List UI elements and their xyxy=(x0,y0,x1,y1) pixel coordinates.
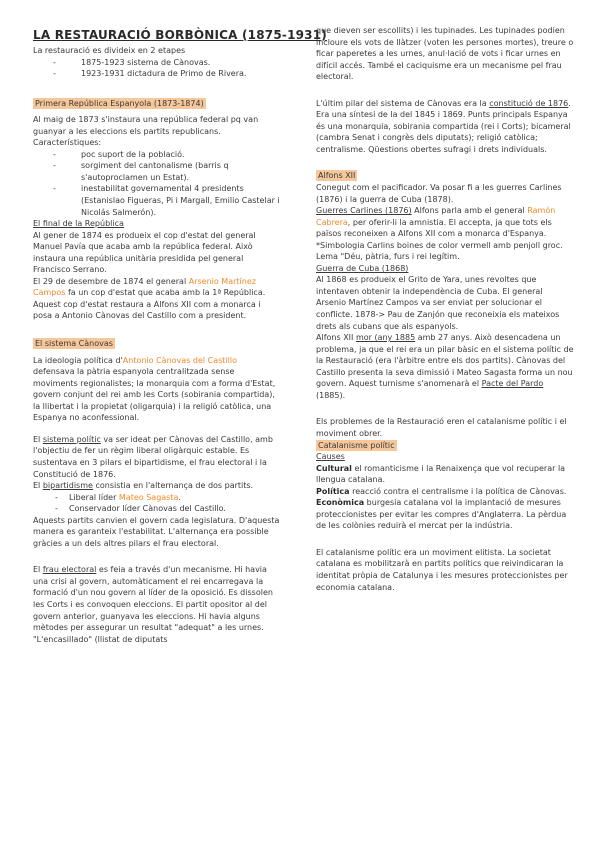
list-item: - 1923-1931 dictadura de Primo de Rivera. xyxy=(33,68,280,80)
list-item: - Liberal líder Mateo Sagasta. xyxy=(33,492,280,504)
alternanca-text: Aquests partits canvien el govern cada legislatura. D'aquesta manera es garanteix l'estabilitat. L'alternança era possible gràcies a un dels altres pilars el frau electoral. xyxy=(33,515,280,548)
list-item: - poc suport de la població. xyxy=(33,149,280,161)
simbologia-text: *Simbologia Carlins boines de color vermell amb penjoll groc. Lema "Déu, pàtria, furs i rei legítim. xyxy=(316,240,563,262)
final-text-1: Al gener de 1874 es produeix el cop d'estat del general Manuel Pavía que acaba amb la república federal. Això instaura una república unitària presidida pel general Francisco Serrano. xyxy=(33,230,256,275)
heading-catalanisme: Catalanisme polític xyxy=(318,440,395,450)
frau-text: El frau electoral es feia a través d'un mecanisme. Hi havia una crisi al govern, automàticament el rei encarregava la formació d'un nou govern al líder de la oposició. Es dissolen les Corts i es convoquen eleccions. El partit opositor al del govern anterior, guanyava les eleccions. Hi havia alguns mètodes per assegurar un resultat "adequat" a les urnes. "L'encasillado" (llistat de diputats xyxy=(33,565,273,644)
cuba-text-2: Alfons XII mor (any 1885 amb 27 anys. Això desencadena un problema, ja que el rei era un pilar bàsic en el sistema polític de la Restauració (era l'àrbitre entre els dos partits). Cànovas del Castillo presenta la seva dimissió i Mateo Sagasta forma un nou govern. Aquest turnisme s'anomenarà el Pacte del Pardo (1885). xyxy=(316,333,574,400)
list-item: - inestabilitat governamental 4 presidents (Estanislao Figueras, Pi i Margall, Emilio Castelar i Nicolás Salmerón). xyxy=(33,183,280,218)
heading-alfons: Alfons XII xyxy=(318,171,356,181)
heading-final-republica: El final de la República xyxy=(33,219,124,229)
etapes-list xyxy=(33,57,280,80)
intro-text: La restauració es divideix en 2 etapes xyxy=(33,46,186,55)
list-item: - Conservador líder Cànovas del Castillo. xyxy=(33,503,280,515)
right-column xyxy=(316,25,574,593)
tupinades-text: que dieven ser escollits) i les tupinades. Les tupinades podien incloure els vots de llàtzer (voten les persones mortes), treure o ficar paperetes a les urnes, anul·lació de vots i ficar urnes en difícil accés. També el caciquisme era un mecanisme pel frau electoral. xyxy=(316,26,574,82)
heading-cuba: Guerra de Cuba (1868) xyxy=(316,263,409,273)
caracteristiques-label: Característiques: xyxy=(33,138,102,148)
problemes-text: Els problemes de la Restauració eren el catalanisme polític i el moviment obrer. xyxy=(316,417,567,438)
cause-cultural: Cultural el romanticisme i la Renaixença que vol recuperar la llengua catalana. xyxy=(316,463,566,485)
caract-list xyxy=(33,149,280,218)
constitucio-text: L'últim pilar del sistema de Cànovas era la constitució de 1876. Era una síntesi de la del 1845 i 1869. Punts principals Espanya és una monarquia, sobirania compartida (rei i Corts); bicameral (cambra Senat i congrès dels diputats); religió catòlica; centralisme. Qüestions obertes sufragi i drets individuals. xyxy=(316,98,571,154)
sistema-text-1: La ideologia política d'Antonio Cànovas del Castillo defensava la pàtria espanyola centralitzada sense moviments regionalistes; la monarquia com a forma d'Estat, govern conjunt del rei amb les Corts (sobirania compartida), la llibertat i la propietat (oligarquia) i la religió catòlica, una Espanya no aconfessional. xyxy=(33,355,276,423)
alfons-text: Conegut com el pacificador. Va posar fi a les guerres Carlines (1876) i la guerra de Cuba (1878). xyxy=(316,183,562,204)
catalanisme-final-text: El catalanisme polític era un moviment elitista. La societat catalana es mobilitzarà en partits polítics que reivindicaran la identitat pròpia de Catalunya i les mesures proteccionistes per economia catalana. xyxy=(316,547,568,592)
cause-politica: Política reacció contra el centralisme i la política de Cànovas. xyxy=(316,486,567,496)
left-column xyxy=(33,45,280,645)
final-text-2: El 29 de desembre de 1874 el general Arsenio Martínez Campos fa un cop d'estat que acaba amb la 1ª República. Aquest cop d'estat restaura a Alfons XII com a monarca i posa a Antonio Cànovas del Castillo com a president. xyxy=(33,276,266,321)
cause-economica: Econòmica burgesia catalana vol la implantació de mesures proteccionistes per evitar les compres d'Anglaterra. La pèrdua de les colònies reduirà el mercat per la indústria. xyxy=(316,498,567,531)
bipartidisme-text: El bipartidisme consistia en l'alternança de dos partits. xyxy=(33,481,254,491)
carlines-text: Guerres Carlines (1876) Alfons parla amb el general Ramón Cabrera, per oferir-li la amnistia. El accepta, ja que tots els països reconeixen a Alfons XII com a monarca d'Espanya. xyxy=(316,206,556,239)
sistema-text-2: El sistema polític va ser ideat per Cànovas del Castillo, amb l'objectiu de fer un règim liberal oligàrquic estable. Es sustentava en 3 pilars el bipartidisme, el frau electoral i la Constitució de 1876. xyxy=(33,434,273,479)
partits-list xyxy=(33,492,280,515)
list-item: - sorgiment del cantonalisme (barris q s'autoproclamen un Estat). xyxy=(33,160,280,183)
primera-text: Al maig de 1873 s'instaura una república federal pq van guanyar a les eleccions els partits republicans. xyxy=(33,115,259,136)
heading-primera-republica: Primera República Espanyola (1873-1874) xyxy=(35,98,204,108)
heading-sistema-canovas: El sistema Cànovas xyxy=(35,339,113,349)
heading-causes: Causes xyxy=(316,452,345,462)
cuba-text-1: Al 1868 es produeix el Grito de Yara, unes revoltes que intentaven obtenir la independència de Cuba. El general Arsenio Martínez Campos va ser enviat per solucionar el conflicte. 1878-> Pau de Zanjón que reconeixia els mateixos drets als cubans que als espanyols. xyxy=(316,275,560,331)
list-item: - 1875-1923 sistema de Cànovas. xyxy=(33,57,280,69)
page-title: LA RESTAURACIÓ BORBÒNICA (1875-1931) xyxy=(33,28,327,42)
